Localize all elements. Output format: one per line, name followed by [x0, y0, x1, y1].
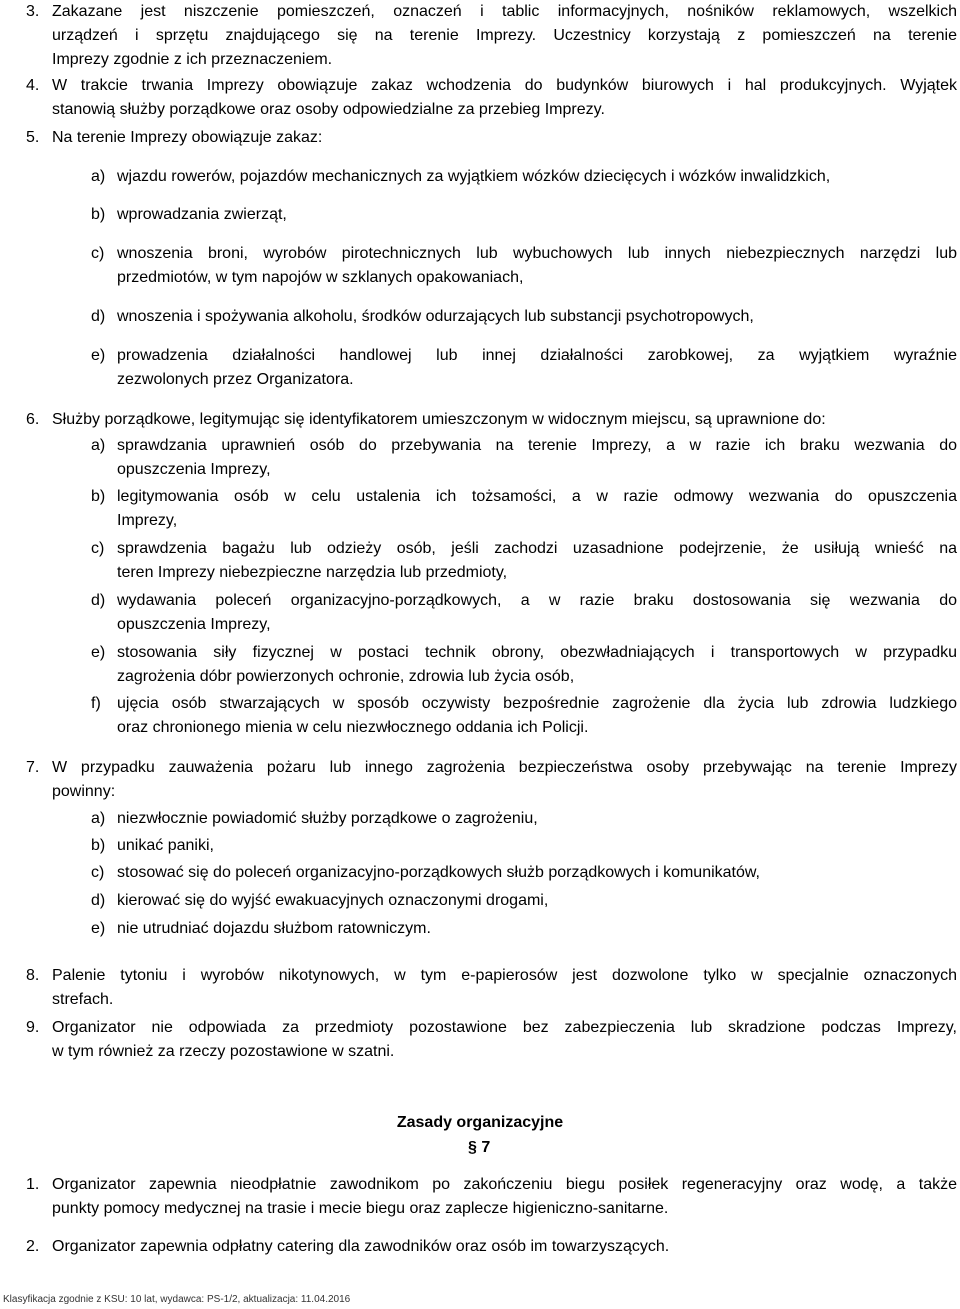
sub-item-letter: c): [91, 864, 105, 881]
text-line: Służby porządkowe, legitymując się identyfikatorem umieszczonym w widocznym miejscu, są uprawnione do:: [52, 411, 826, 428]
text-line: powinny:: [52, 783, 116, 800]
sub-item-letter: d): [91, 592, 106, 609]
sub-item-letter: b): [91, 206, 106, 223]
item-text: [52, 126, 957, 150]
text-line: Imprezy,: [117, 512, 178, 529]
text-line: punkty pomocy medycznej na trasie i mecie biegu oraz zaplecze higieniczno-sanitarne.: [52, 1200, 669, 1217]
text-line: W przypadku zauważenia pożaru lub innego zagrożenia bezpieczeństwa osoby przebywając na terenie Imprezy: [52, 759, 957, 776]
text-line: prowadzenia działalności handlowej lub innej działalności zarobkowej, za wyjątkiem wyraźnie: [117, 347, 957, 364]
item-text: [52, 74, 957, 122]
sub-item-letter: a): [91, 168, 106, 185]
text-line: opuszczenia Imprezy,: [117, 616, 271, 633]
item-number: 4.: [26, 77, 40, 94]
text-line: niezwłocznie powiadomić służby porządkowe o zagrożeniu,: [117, 810, 538, 827]
text-line: wydawania poleceń organizacyjno-porządkowych, a w razie braku dostosowania się wezwania do: [117, 592, 957, 609]
sub-item-letter: d): [91, 308, 106, 325]
text-line: stosować się do poleceń organizacyjno-porządkowych służb porządkowych i komunikatów,: [117, 864, 760, 881]
item-number: 3.: [26, 3, 40, 20]
text-line: strefach.: [52, 991, 114, 1008]
sub-item-letter: a): [91, 437, 106, 454]
text-line: Organizator zapewnia odpłatny catering dla zawodników oraz osób im towarzyszących.: [52, 1238, 670, 1255]
page-footer: Klasyfikacja zgodnie z KSU: 10 lat, wydawca: PS-1/2, aktualizacja: 11.04.2016: [3, 1294, 351, 1305]
item-number: 7.: [26, 759, 40, 776]
sub-item-letter: d): [91, 892, 106, 909]
item-number: 5.: [26, 129, 40, 146]
sub-item-letter: c): [91, 540, 105, 557]
paragraph-mark: § 7: [468, 1139, 491, 1156]
text-line: W trakcie trwania Imprezy obowiązuje zakaz wchodzenia do budynków biurowych i hal produkcyjnych. Wyjątek: [52, 77, 957, 94]
item-number: 8.: [26, 967, 40, 984]
item-number: 2.: [26, 1238, 40, 1255]
text-line: wjazdu rowerów, pojazdów mechanicznych za wyjątkiem wózków dziecięcych i wózków inwalidzkich,: [117, 168, 831, 185]
text-line: unikać paniki,: [117, 837, 214, 854]
sub-item-letter: b): [91, 837, 106, 854]
text-line: Zakazane jest niszczenie pomieszczeń, oznaczeń i tablic informacyjnych, nośników reklamowych, wszelkich: [52, 3, 957, 20]
item-number: 6.: [26, 411, 40, 428]
text-line: Imprezy zgodnie z ich przeznaczeniem.: [52, 51, 333, 68]
text-line: sprawdzania uprawnień osób do przebywania na terenie Imprezy, a w razie ich braku wezwania do: [117, 437, 957, 454]
item-text: [52, 0, 957, 72]
text-line: Palenie tytoniu i wyrobów nikotynowych, w tym e-papierosów jest dozwolone tylko w specjalnie oznaczonych: [52, 967, 957, 984]
text-line: urządzeń i sprzętu znajdującego się na terenie Imprezy. Uczestnicy korzystają z pomieszczeń na terenie: [52, 27, 957, 44]
text-line: ujęcia osób stwarzających w sposób oczywisty bezpośrednie zagrożenie dla życia lub zdrowia ludzkiego: [117, 695, 957, 712]
text-line: zagrożenia dóbr powierzonych ochronie, zdrowia lub życia osób,: [117, 668, 575, 685]
text-line: kierować się do wyjść ewakuacyjnych oznaczonymi drogami,: [117, 892, 549, 909]
text-line: nie utrudniać dojazdu służbom ratowniczym.: [117, 920, 431, 937]
text-line: Na terenie Imprezy obowiązuje zakaz:: [52, 129, 323, 146]
text-line: przedmiotów, w tym napojów w szklanych opakowaniach,: [117, 269, 524, 286]
sub-item-letter: b): [91, 488, 106, 505]
text-line: sprawdzenia bagażu lub odzieży osób, jeśli zachodzi uzasadnione podejrzenie, że usiłują wnieść na: [117, 540, 957, 557]
text-line: wnoszenia broni, wyrobów pirotechnicznych lub wybuchowych lub innych niebezpiecznych narzędzi lub: [117, 245, 957, 262]
sub-item-letter: e): [91, 920, 106, 937]
text-line: legitymowania osób w celu ustalenia ich tożsamości, a w razie odmowy wezwania do opuszczenia: [117, 488, 957, 505]
text-line: stosowania siły fizycznej w postaci technik obrony, obezwładniających i transportowych w przypadku: [117, 644, 957, 661]
item-number: 9.: [26, 1019, 40, 1036]
sub-item-letter: a): [91, 810, 106, 827]
sub-item-letter: e): [91, 644, 106, 661]
text-line: zezwolonych przez Organizatora.: [117, 371, 354, 388]
sub-item-letter: c): [91, 245, 105, 262]
item-text: [52, 1016, 957, 1064]
text-line: oraz chronionego mienia w celu niezwłocznego oddania ich Policji.: [117, 719, 589, 736]
item-number: 1.: [26, 1176, 40, 1193]
text-line: opuszczenia Imprezy,: [117, 461, 271, 478]
text-line: stanowią służby porządkowe oraz osoby odpowiedzialne za przebieg Imprezy.: [52, 101, 605, 118]
text-line: wnoszenia i spożywania alkoholu, środków odurzających lub substancji psychotropowych,: [117, 308, 754, 325]
item-text: [52, 1173, 957, 1221]
sub-item-letter: e): [91, 347, 106, 364]
item-text: [52, 964, 957, 1012]
sub-item-letter: f): [91, 695, 101, 712]
text-line: wprowadzania zwierząt,: [117, 206, 287, 223]
text-line: Organizator nie odpowiada za przedmioty pozostawione bez zabezpieczenia lub skradzione podczas Imprezy,: [52, 1019, 957, 1036]
item-text: [52, 756, 957, 804]
text-line: w tym również za rzeczy pozostawione w szatni.: [52, 1043, 395, 1060]
text-line: Organizator zapewnia nieodpłatnie zawodnikom po zakończeniu biegu posiłek regeneracyjny oraz wodę, a także: [52, 1176, 957, 1193]
item-text: [52, 408, 957, 432]
text-line: teren Imprezy niebezpieczne narzędzia lub przedmioty,: [117, 564, 508, 581]
section-heading: Zasady organizacyjne: [396, 1114, 564, 1131]
item-text: [52, 1235, 957, 1259]
